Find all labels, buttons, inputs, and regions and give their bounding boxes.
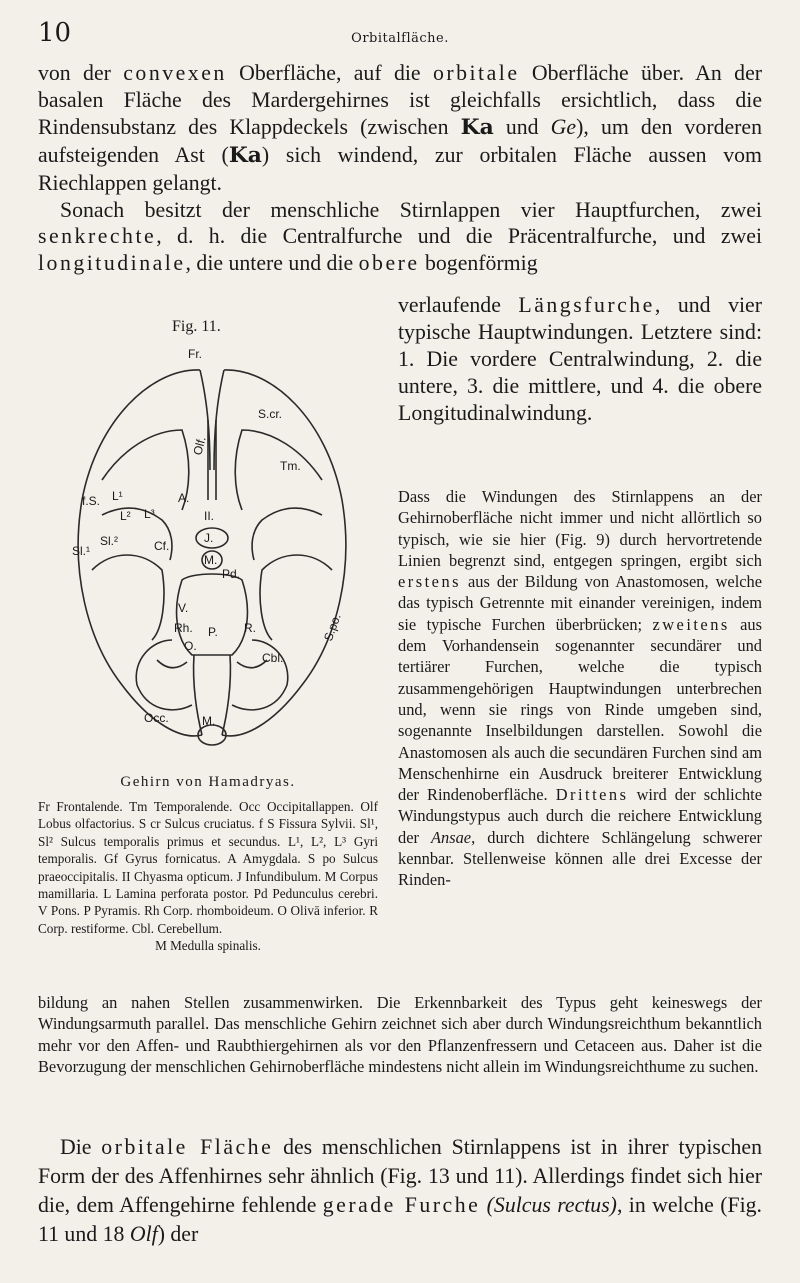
page-header [38,14,762,50]
page-number: 10 [38,18,72,48]
fraktur-symbol: Ka [460,114,494,140]
label-tm: Tm. [280,459,301,473]
label-spo: S.po. [320,611,344,643]
label-pd: Pd. [222,567,241,581]
label-fs: f.S. [82,494,101,508]
paragraph-2: Sonach besitzt der menschliche Stirnlappen vier Hauptfurchen, zwei senkrechte, d. h. die Centralfurche und die Präcentralfurche, und zwei longitudinale, die untere und die obere bogenförmig [38,197,762,276]
label-l2: L² [120,509,131,523]
legend-text-last: M Medulla spinalis. [155,938,261,954]
label-fr: Fr. [188,347,202,361]
label-cbl: Cbl. [262,651,284,665]
body-text-top [38,60,762,277]
paragraph-2-continued: verlaufende Längsfurche, und vier typische Hauptwindungen. Letztere sind: 1. Die vordere Centralwindung, 2. die untere, 3. die mittlere, und 4. die obere Longitudinalwindung. [398,293,762,425]
label-m2: M. [202,714,216,728]
label-rh: Rh. [174,621,193,635]
figure-11 [62,318,362,758]
label-l3: L³ [144,507,155,521]
paragraph-4: bildung an nahen Stellen zusammenwirken. Die Erkennbarkeit des Typus geht keineswegs der Windungsarmuth parallel. Das menschliche Gehirn zeichnet sich aber durch Windungsreichthum bekanntlich mehr vor den Affen- und Raubthiergehirnen als vor den Pflanzenfressern und Cetaceen aus. Daher ist die Bevorzugung der menschlichen Gehirnoberfläche mindestens nicht allein im Windungsreichthume zu suchen. [38,993,762,1076]
label-a: A. [178,491,190,505]
label-p: P. [208,625,218,639]
label-sl2: Sl.² [100,534,118,548]
running-title: Orbitalfläche. [351,31,449,46]
label-scr: S.cr. [258,407,283,421]
label-l1: L¹ [112,489,123,503]
brain-illustration [62,340,362,758]
label-olf: Olf. [190,434,209,457]
figure-caption-title: Gehirn von Hamadryas. [120,774,296,790]
label-m: M. [204,553,218,567]
paragraph-3: Dass die Windungen des Stirnlappens an der Gehirnoberfläche nicht immer und nicht allörtlich so typisch, wie sie hier (Fig. 9) durch hervortretende Linien begrenzt sind, entgegen springen, ergibt sich erstens aus der Bildung von Anastomosen, welche das typisch Getrennte mit einander vereinigen, indem sie typische Furchen überbrücken; zweitens aus dem Vorhandensein sogenannter secundärer und tertiärer Furchen, welche die typisch zusammengehörigen Hauptwindungen unterbrechen und, wenn sie rings von Rinde umgeben sind, sogenannte Inselbildungen darstellen. Sowohl die Anastomosen als auch die secundären Furchen sind am Menschenhirne ein Ausdruck breiterer Entwicklung der Rindenoberfläche. Drittens wird der schlichte Windungstypus auch durch die reichere Entwicklung der Ansae, durch dichtere Schlängelung schwerer kennbar. Stellenweise können alle drei Excesse der Rinden- [398,487,762,890]
legend-text: Fr Frontalende. Tm Temporalende. Occ Occipitallappen. Olf Lobus olfactorius. S cr Sulcus cruciatus. f S Fissura Sylvii. Sl¹, Sl² Sulcus temporalis primus et secundus. L¹, L², L³ Gyri temporalis. Gf Gyrus fornicatus. A Amygdala. S po Sulcus praeoccipitalis. II Chyasma opticum. J Infundibulum. M Corpus mamillaria. L Lamina perforata postor. Pd Pedunculus cerebri. V Pons. P Pyramis. Rh Corp. rhomboideum. O Olivā inferior. R Corp. restiforme. Cbl. Cerebellum. [38,799,378,936]
fraktur-symbol: Ka [228,142,262,168]
label-v: V. [178,601,189,615]
paragraph-5: Die orbitale Fläche des menschlichen Stirnlappens ist in ihrer typischen Form der des Affenhirnes sehr ähnlich (Fig. 13 und 11). Allerdings findet sich hier die, dem Affengehirne fehlende gerade Furche (Sulcus rectus), in welche (Fig. 11 und 18 Olf) der [38,1135,763,1246]
figure-legend [38,798,378,955]
label-ii: II. [204,509,215,523]
label-sl1: Sl.¹ [72,544,90,558]
label-r: R. [244,621,256,635]
label-o: O. [184,639,197,653]
figure-label: Fig. 11. [172,318,221,335]
label-j: J. [204,531,214,545]
label-cf: Cf. [154,539,170,553]
label-occ: Occ. [144,711,169,725]
paragraph-1: von der convexen Oberfläche, auf die orbitale Oberfläche über. An der basalen Fläche des Mardergehirnes ist gleichfalls ersichtlich, dass die Rindensubstanz des Klappdeckels (zwischen Ka und Ge), um den vorderen aufsteigenden Ast (Ka) sich windend, zur orbitalen Fläche aussen vom Riechlappen gelangt. [38,61,763,195]
